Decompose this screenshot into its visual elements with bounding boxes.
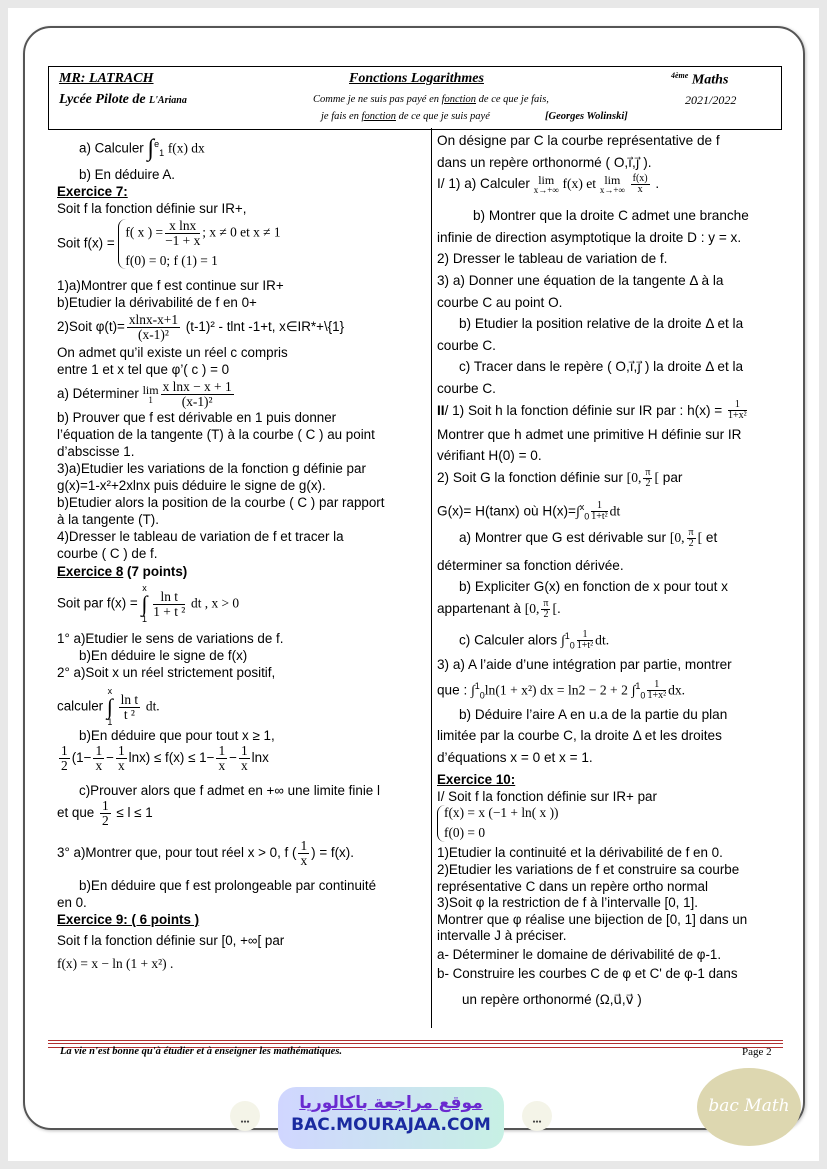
limit [142,382,159,405]
denominator: x [240,758,248,774]
ex7-qb-3: d’abscisse 1. [57,444,135,460]
denominator: (x-1)² [181,394,213,410]
left-logo-icon: ●●● [230,1101,260,1131]
integral-upper: 1 [635,680,641,691]
text: 3° a)Montrer que, pour tout réel x > 0, f ( [57,845,297,861]
def-line-1 [125,219,280,248]
fraction [165,219,200,248]
ex9-II-3b-3: d’équations x = 0 et x = 1. [437,749,593,765]
ex7-q3b-1: b)Etudier alors la position de la courbe ( C ) par rapport [57,495,385,511]
ex9-q3b: b) Etudier la position relative de la droite Δ et la [459,316,744,332]
lim-word: lim [604,172,621,187]
text: ln(1 + x²) dx = ln2 − 2 + 2 [484,682,628,698]
text: . [655,176,660,192]
ex6-q-a [57,136,427,162]
denominator: −1 + x [165,233,201,249]
fraction-pi-2 [687,528,696,549]
denominator: 2 [101,813,109,829]
fraction-half [100,799,111,828]
text: 2)Soit φ(t)= [57,319,125,335]
denominator: 1+t² [576,640,594,652]
denominator: t ² [123,706,135,722]
fraction [591,501,607,522]
exercise-7-title: Exercice 7: [57,184,128,200]
text: a) Déterminer [57,386,139,402]
text: ; x ≠ 0 et x ≠ 1 [202,224,281,240]
footer-rule-top [48,1040,783,1041]
text: lnx [251,750,269,766]
level-sup: 4ème [671,71,689,80]
interval-open: [0, [524,600,540,616]
ex7-qb-2: l’équation de la tangente (T) à la courbe ( C ) au point [57,427,375,443]
ex9-q3c: c) Tracer dans le repère ( O,i⃗,j⃗ ) la droite Δ et la [459,359,744,375]
fraction [631,174,650,195]
def-line-2: f(0) = 0; f (1) = 1 [125,253,218,269]
denominator: 1 + t ² [153,603,186,619]
numerator: ln t [120,691,139,707]
ex9-line-1: Soit f la fonction définie sur [0, +∞[ par [57,933,285,949]
ex8-definition [57,584,427,630]
interval-close: [ [697,529,703,545]
lim-word: lim [538,172,555,187]
text: calculer [57,698,104,714]
text: G(x)= H(tanx) où H(x)= [437,503,576,519]
fraction-half [59,744,70,773]
text: (t-1)² - tlnt -1+t, x∈IR*+\{1} [185,319,345,335]
document-header [48,66,782,130]
interval-open: [0, [626,469,642,485]
text: appartenant à [437,600,521,616]
numerator: 1 [240,743,248,759]
text: a) Montrer que G est dérivable sur [459,529,667,545]
fraction [153,590,185,619]
ex7-definition [57,219,427,277]
numerator: 1 [218,743,226,759]
text: I/ 1) a) Calculer [437,176,530,192]
author: MR: LATRACH [59,71,154,86]
ex7-qb-1: b) Prouver que f est dérivable en 1 puis donner [57,410,337,426]
numerator: ln t [153,590,185,605]
fraction-1x [216,744,227,773]
quote-1b: fonction [441,94,477,105]
exercise-10-title: Exercice 10: [437,772,516,788]
denominator: x [95,758,103,774]
exercise-10 [437,772,783,1009]
watermark-banner[interactable] [278,1087,504,1149]
integral-lower: 0 [479,689,485,700]
denominator: 2 [645,477,651,489]
integral-lower: 1 [159,148,165,159]
lim-sub: 1 [148,394,153,405]
ex8-q3b-2: en 0. [57,895,87,911]
ex9-II-3b: b) Déduire l’aire A en u.a de la partie du plan [459,706,728,722]
school [59,92,187,108]
school-name: Lycée Pilote de [59,92,146,107]
quote-line-1 [313,94,549,105]
fraction-pi-2 [541,599,550,620]
ex9-II-3a: 3) a) A l’aide d’une intégration par partie, montrer [437,656,732,672]
interval-close: [ [654,469,659,485]
denominator: x [300,853,308,869]
integral-upper: x [579,501,585,512]
integral-lower: 1 [141,614,147,625]
ex10-qb-2: un repère orthonormé (Ω,u⃗,v⃗ ) [462,992,642,1008]
quote-1a: Comme je ne suis pas payé en [313,94,439,105]
lim-sub: x→+∞ [599,184,625,195]
ex9-curve-2: dans un repère orthonormé ( O,i⃗,j⃗ ). [437,154,652,170]
denominator: 2 [543,608,549,620]
text: Soit f(x) = [57,235,115,251]
lim-word: lim [142,382,159,397]
fraction [728,400,747,421]
def-line-2: f(0) = 0 [444,825,486,841]
watermark-site[interactable]: BAC.MOURAJAA.COM [291,1115,491,1135]
integral-lower: 0 [640,689,646,700]
ex7-q1b: b)Etudier la dérivabilité de f en 0+ [57,295,257,311]
ex9-q1b: b) Montrer que la droite C admet une branche [473,208,749,224]
numerator: 1 [61,743,68,759]
text: dt. [595,632,610,648]
integral-lower: 0 [584,510,590,521]
text: − [229,750,237,766]
integral-sign: ∫ [147,135,155,162]
ex8-inequality [57,744,427,780]
column-divider [431,128,432,1028]
numerator: x lnx − x + 1 [162,379,232,395]
text: (1− [71,750,92,766]
lim-sub: x→+∞ [533,184,559,195]
brace [118,219,280,269]
ex9-II-2c: c) Calculer alors ∫$^1_0$ $\frac{1}{\text{1+t²}}$ dt. [459,629,610,652]
level-name: Maths [691,72,729,88]
numerator: x lnx [165,219,200,234]
doc-title: Fonctions Logarithmes [349,71,484,86]
ex10-qa: a- Déterminer le domaine de dérivabilité de φ-1. [437,947,722,963]
quote-2b: fonction [361,111,396,122]
title: Exercice 8 [57,564,124,580]
ex8-q3a [57,839,427,875]
ex7-q1a: 1)a)Montrer que f est continue sur IR+ [57,278,284,294]
exercise-9-title: Exercice 9: ( 6 points ) [57,912,200,928]
ex10-line-1: I/ Soit f la fonction définie sur IR+ par [437,788,657,804]
ex9-II-2b: b) Expliciter G(x) en fonction de x pour tout x [459,579,728,595]
numerator: f(x) [632,173,648,185]
text: a) Calculer [79,140,144,156]
integrand: f(x) dx [167,140,205,156]
text: . [557,600,561,616]
ex10-q4a: Montrer que φ réalise une bijection de [0, 1] dans un [437,911,748,927]
numerator: π [688,526,694,538]
bac-math-logo [697,1068,801,1146]
ex8-q2-calc [57,687,427,727]
ex10-qb-1: b- Construire les courbes C de φ et C' de φ-1 dans [437,965,738,981]
denominator: 1+x² [728,410,747,422]
ex9-II-2-def [437,497,783,527]
exercise-8-title [57,563,427,580]
ex9-q3b-2: courbe C. [437,337,496,353]
integral-lower: 1 [107,717,113,728]
brace [437,805,559,841]
text: lnx) ≤ f(x) ≤ 1− [128,750,215,766]
text: dx. [668,682,686,698]
fraction [577,630,593,651]
ex8-q2b: b)En déduire que pour tout x ≥ 1, [79,728,275,744]
fraction [647,680,666,701]
ex7-line: Soit f la fonction définie sur IR+, [57,201,247,217]
numerator: 1 [300,838,308,854]
part-label: II [437,402,445,418]
integral: x ∫ 1 [141,583,148,625]
left-column [57,130,427,972]
watermark-arabic: موقع مراجعة باكالوريا [299,1093,483,1113]
integral-upper: e [154,139,160,149]
ex9-q3a: 3) a) Donner une équation de la tangente Δ à la [437,272,724,288]
ex9-II-3a-2: que : ∫$^1_0$ln(1 + x²) dx = ln2 − 2 + 2 ∫$^1_0$ $\frac{1}{\text{1+x²}}$ dx. [437,678,686,701]
integral-upper: x [107,686,113,697]
text: par [662,469,683,485]
text: ≤ l ≤ 1 [116,805,153,821]
denominator: x [218,758,226,774]
numerator: 1 [117,743,125,759]
level [671,71,728,89]
denominator: x [117,758,125,774]
school-city: L'Ariana [149,95,187,106]
school-year: 2021/2022 [685,93,737,107]
ex9-II-2 [437,467,783,497]
ex9-II-1c: vérifiant H(0) = 0. [437,448,542,464]
numerator: 1 [591,501,607,512]
text: et [705,529,718,545]
text: 2) Soit G la fonction définie sur [437,469,623,485]
ex8-q2c-1: c)Prouver alors que f admet en +∞ une limite finie l [79,783,380,799]
ex10-definition [437,805,783,843]
ex9-q1a [437,173,783,205]
numerator: π [543,597,549,609]
ex9-q2: 2) Dresser le tableau de variation de f. [437,251,668,267]
quote-line-2 [321,111,490,122]
numerator: 1 [647,680,666,691]
numerator: xlnx-x+1 [128,312,179,328]
ex7-q2 [57,313,427,342]
denominator: (x-1)² [138,327,169,343]
ex9-q3c-2: courbe C. [437,380,496,396]
fraction-1x [298,839,309,868]
ex10-q1: 1)Etudier la continuité et la dérivabilité de f en 0. [437,845,723,861]
fraction [127,313,180,342]
ex9-II-3b-2: limitée par la courbe C, la droite Δ et les droites [437,728,722,744]
text: que : [437,682,468,698]
limit [599,172,625,195]
quote-author: [Georges Wolinski] [545,111,628,122]
ex7-q3a-2: g(x)=1-x²+2xlnx puis déduire le signe de g(x). [57,478,326,494]
text: − [106,750,114,766]
footer-motto: La vie n'est bonne qu'à étudier et à enseigner les mathématiques. [60,1046,343,1057]
ex9-curve-1: On désigne par C la courbe représentative de f [437,133,720,148]
right-logo-icon: ●●● [522,1101,552,1131]
numerator: 1 [728,400,747,411]
integral-upper: 1 [564,630,570,641]
ex9-q3a-2: courbe C au point O. [437,294,563,310]
text: dt. [145,698,160,714]
ex7-q3a-1: 3)a)Etudier les variations de la fonction g définie par [57,461,366,477]
fraction-1x [116,744,127,773]
numerator: π [645,466,651,478]
ex8-q2a: 2° a)Soit x un réel strictement positif, [57,665,276,681]
ex9-II-2b-2 [437,598,783,626]
ex8-q1b: b)En déduire le signe de f(x) [79,648,248,664]
ex9-II-1 [437,400,783,424]
ex9-II-2a-2: déterminer sa fonction dérivée. [437,557,624,573]
points: (7 points) [127,564,188,580]
ex7-q4-2: courbe ( C ) de f. [57,546,158,562]
fraction-pi-2 [643,468,652,489]
text: ) = f(x). [311,845,354,861]
denominator: 2 [61,758,68,774]
ex10-q2a: 2)Etudier les variations de f et construire sa courbe [437,862,740,878]
denominator: 1+x² [647,689,667,701]
ex10-q3: 3)Soit φ la restriction de f à l’intervalle [0, 1]. [437,895,698,911]
text: dt , x > 0 [191,595,240,611]
integral: x ∫ 1 [106,686,113,728]
fraction [161,380,234,409]
ex9-II-1b: Montrer que h admet une primitive H définie sur IR [437,426,742,442]
interval-close: [ [552,600,558,616]
quote-2c: de ce que je suis payé [398,111,490,122]
logo-text: bac Math [708,1096,790,1116]
text: / 1) Soit h la fonction définie sur IR par : h(x) = [444,402,723,418]
right-column [437,130,783,1009]
denominator: x [637,184,643,196]
ex6-q-b: b) En déduire A. [79,167,176,183]
text: f( x ) = [125,224,164,240]
text: c) Calculer alors [459,632,558,648]
ex8-q2c-2 [57,799,427,833]
fraction-1x [239,744,250,773]
ex7-q4-1: 4)Dresser le tableau de variation de f et tracer la [57,529,344,545]
quote-2a: je fais en [321,111,359,122]
page-number: Page 2 [742,1046,772,1058]
ex10-q4b: intervalle J à préciser. [437,928,567,944]
integral-sign: ∫ [575,503,580,519]
ex8-q1a: 1° a)Etudier le sens de variations de f. [57,631,284,647]
ex7-qa [57,380,427,409]
denominator: 2 [688,537,694,549]
ex10-q2b: représentative C dans un repère ortho normal [437,878,708,894]
ex7-q3b-2: à la tangente (T). [57,512,159,528]
numerator: 1 [101,798,109,814]
text: f(x) et [562,176,597,192]
integral-upper: x [142,583,147,594]
numerator: 1 [95,743,103,759]
def-line-1: f(x) = x (−1 + ln( x )) [444,805,559,821]
fraction-1x [93,744,104,773]
numerator: 1 [577,630,593,641]
interval-open: [0, [669,529,685,545]
integral-lower: 0 [569,640,575,651]
ex9-line-2: f(x) = x − ln (1 + x²) . [57,956,174,972]
ex9-q1b-2: infinie de direction asymptotique la droite D : y = x. [437,229,742,245]
text: dt [609,503,621,519]
ex8-q3b-1: b)En déduire que f est prolongeable par continuité [79,878,377,894]
text: Soit par f(x) = [57,595,138,611]
denominator: 1+t² [591,511,608,523]
ex7-admit-2: entre 1 et x tel que φ’( c ) = 0 [57,362,230,378]
quote-1c: de ce que je fais, [478,94,549,105]
text: et que [57,805,95,821]
ex7-admit-1: On admet qu’il existe un réel c compris [57,345,288,361]
ex9-II-2a [437,527,783,555]
integral-upper: 1 [474,680,480,691]
limit [533,172,559,195]
fraction [119,693,140,722]
